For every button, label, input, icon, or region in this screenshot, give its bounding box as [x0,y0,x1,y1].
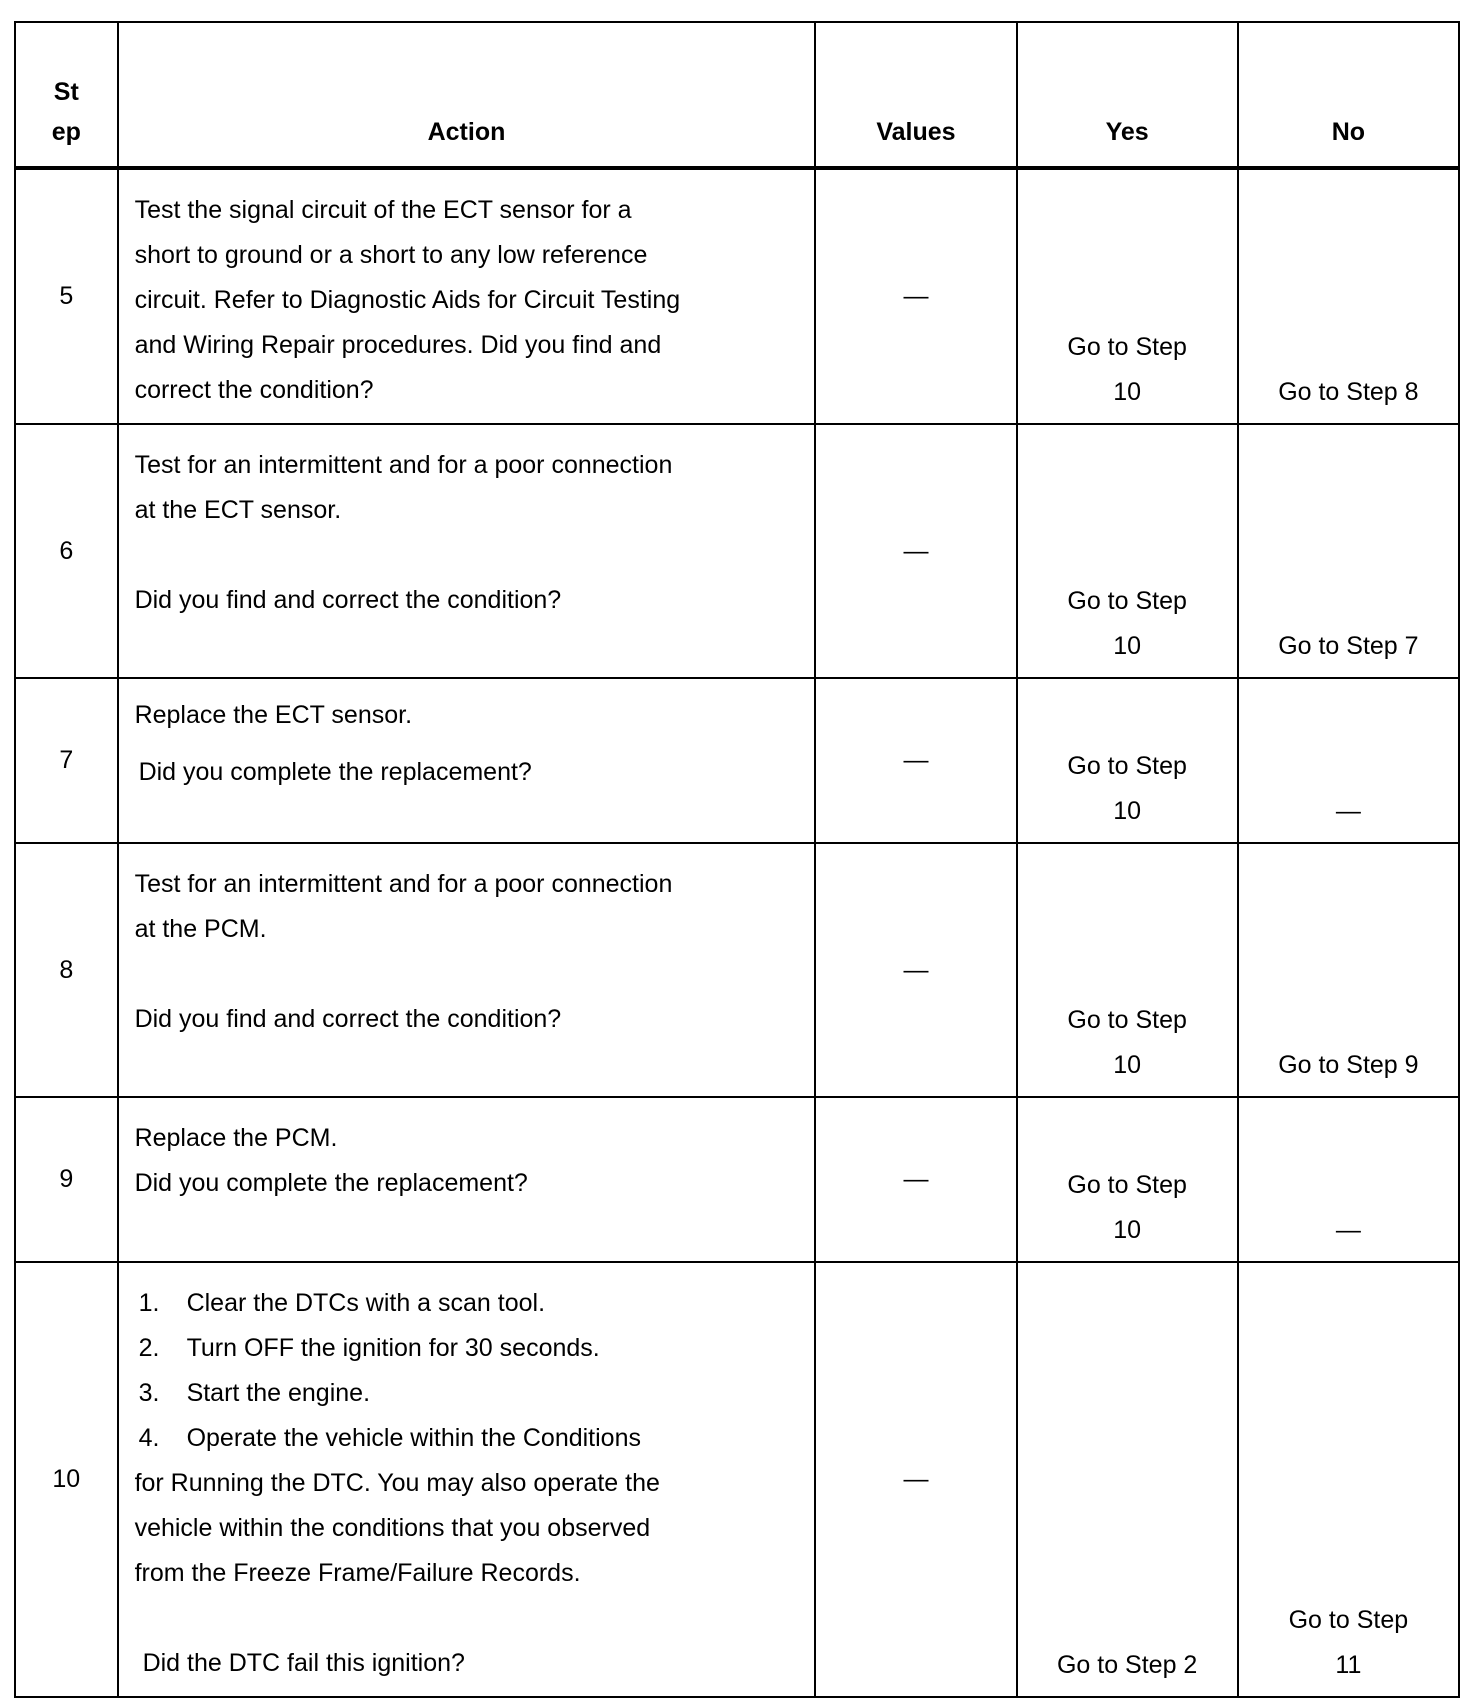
table-row-step-6 [15,424,1459,678]
values-text: — [903,746,929,774]
values-cell [815,168,1016,424]
header-action: Action [118,22,816,168]
action-line: and Wiring Repair procedures. Did you find and [134,331,662,359]
values-cell [815,1262,1016,1697]
values-text: — [903,536,929,565]
step-number: 10 [15,1262,118,1697]
header-values: Values [815,22,1016,168]
yes-cell: Go to Step 10 [1017,424,1238,678]
yes-cell: Go to Step 2 [1017,1262,1238,1697]
action-line: Test the signal circuit of the ECT sensor for a [134,196,632,224]
list-item: 4. Operate the vehicle within the Conditions [138,1424,641,1452]
action-cell: Test for an intermittent and for a poor connection at the PCM. Did you find and correct the condition? [118,843,816,1097]
action-cell: Replace the PCM. Did you complete the replacement? [118,1097,816,1262]
no-cell: Go to Step 7 [1238,424,1459,678]
header-yes: Yes [1017,22,1238,168]
yes-cell: Go to Step 10 [1017,1097,1238,1262]
diagnostic-steps-table [14,21,1460,1698]
action-cell: 1. Clear the DTCs with a scan tool. 2. Turn OFF the ignition for 30 seconds. 3. Start the engine. 4. Operate the vehicle within the Conditions for Running the DTC. You may also operate the vehicle within the conditions that you observed from the Freeze Frame/Failure Records. Did the DTC fail this ignition? [118,1262,816,1697]
no-cell: — [1238,678,1459,843]
step-number: 8 [15,843,118,1097]
values-cell [815,843,1016,1097]
action-cell [118,168,816,424]
action-line: short to ground or a short to any low reference [134,241,648,269]
yes-cell: Go to Step 10 [1017,678,1238,843]
step-number: 9 [15,1097,118,1262]
values-cell [815,424,1016,678]
values-cell [815,1097,1016,1262]
header-row [15,22,1459,168]
header-no: No [1238,22,1459,168]
step-number: 5 [15,168,118,424]
values-text: — [903,1165,929,1193]
no-cell: — [1238,1097,1459,1262]
table-row-step-5 [15,168,1459,424]
values-text: — [903,955,929,984]
step-number: 7 [15,678,118,843]
list-item: 3. Start the engine. [138,1379,371,1407]
table-row-step-10 [15,1262,1459,1697]
action-line: correct the condition? [134,376,374,404]
yes-cell: Go to Step 10 [1017,168,1238,424]
header-step: St ep [15,22,118,168]
list-item: 1. Clear the DTCs with a scan tool. [138,1289,546,1317]
no-cell: Go to Step 9 [1238,843,1459,1097]
values-text: — [903,1465,929,1493]
table-row-step-8 [15,843,1459,1097]
values-cell [815,678,1016,843]
action-cell: Replace the ECT sensor. Did you complete the replacement? [118,678,816,843]
no-cell: Go to Step 8 [1238,168,1459,424]
step-number: 6 [15,424,118,678]
table-row-step-9 [15,1097,1459,1262]
table-row-step-7 [15,678,1459,843]
values-text: — [903,282,929,310]
yes-cell: Go to Step 10 [1017,843,1238,1097]
action-line: circuit. Refer to Diagnostic Aids for Circuit Testing [134,286,681,314]
list-item: 2. Turn OFF the ignition for 30 seconds. [138,1334,600,1362]
action-cell: Test for an intermittent and for a poor connection at the ECT sensor. Did you find and correct the condition? [118,424,816,678]
no-cell: Go to Step 11 [1238,1262,1459,1697]
